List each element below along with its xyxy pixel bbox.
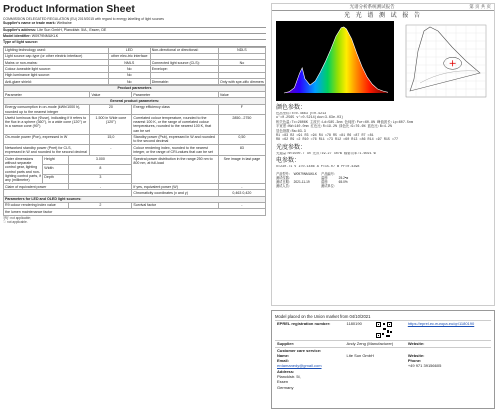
parameters-table — [3, 85, 266, 156]
electrical-section-title: 电参数： — [276, 158, 301, 165]
address-line: Germany — [277, 384, 294, 390]
dimensions-table — [3, 155, 266, 215]
test-info-table — [276, 172, 352, 189]
info-label: 温度: — [321, 175, 329, 180]
lumen-label: the lumen maintenance factor — [4, 209, 266, 215]
website2-label: Website: — [407, 352, 425, 358]
param-value: Only with spe-cific dimmers — [220, 79, 264, 84]
param-label: High luminance light source: — [4, 72, 109, 78]
table-row — [4, 115, 266, 134]
param-label: Correlated colour temperature, rounded to the nearest 100 K, or the range of correlated colour temperatures, rounded to the nearest 100 K, that can be set — [132, 115, 218, 134]
param-label: Mains or non-mains: — [4, 60, 109, 66]
email-link[interactable]: erdamanedy@gmail.com — [277, 363, 322, 369]
spectral-label: Spectral power distribution in the range 250 nm to 800 nm, at full-load — [132, 156, 218, 184]
table-row — [4, 145, 266, 156]
sheet-title: Product Information Sheet — [3, 3, 135, 15]
eprel-url-link[interactable]: https://eprel.ec.europa.eu/qr/1180190 — [407, 321, 475, 326]
param-label: On-mode power (Pon), expressed in W — [4, 134, 90, 145]
cie-locus — [410, 27, 480, 91]
param-label: Colour-tuneable light source: — [4, 66, 109, 72]
param-label: Energy efficiency class — [132, 104, 218, 115]
email-label: Email: — [277, 358, 290, 364]
col-header: Parameter — [4, 92, 90, 98]
table-row — [276, 184, 352, 188]
report-header — [272, 4, 494, 11]
eprel-reg-value: 1180190 — [346, 321, 362, 326]
eprel-table — [275, 320, 491, 390]
phone-value: +49 971 39156605 — [407, 363, 442, 369]
cri-value: 2 — [69, 202, 132, 208]
market-date-text: Model placed on the Union market from 04/10/2021 — [275, 314, 371, 319]
param-value: - — [90, 145, 132, 156]
general-header: General product parameters: — [4, 98, 266, 104]
param-line: U=230.71 V I=0.1486 A P=15.07 W PF=0.4398 — [276, 165, 360, 170]
param-label: Non-directional or directional: — [150, 47, 218, 53]
param-value: 2850...2750 — [218, 115, 265, 134]
height-label: Height — [43, 156, 69, 165]
claim-value: - — [69, 184, 132, 190]
param-value: F — [218, 104, 265, 115]
cri-label: R9 colour rendering index value — [4, 202, 69, 208]
param-label: Useful luminous flux (Φuse), indicating if it refers to the flux in a sphere (360°), in a wide cone (120°) or in a narrow cone (90°) — [4, 115, 90, 134]
info-value: W0979NMUKLK — [293, 171, 318, 176]
survival-label: Survival factor — [132, 202, 218, 208]
height-value: 3.000 — [69, 156, 132, 165]
chroma-label: Chromaticity coordinates (x and y) — [132, 190, 218, 196]
spectral-value: See image in last page — [218, 156, 265, 184]
info-value: 25.2℃ — [338, 175, 349, 180]
supplier-value: Weibaine — [56, 21, 72, 26]
eprel-reg-label: EPREL registration number: — [277, 321, 331, 326]
customer-care-label: Customer care service: — [277, 347, 322, 353]
report-header-center: 光谱分析系统测试报告 — [349, 4, 395, 9]
param-value: No — [218, 60, 265, 66]
param-line: 光通量:Φ=1500.7 lm 光效:19.27 lm/W 辐射功率:1.6021 W — [276, 151, 376, 156]
width-value: 8 — [69, 165, 132, 174]
model-label: Model identifier: — [3, 34, 31, 38]
photometric-section-title: 光度参数： — [276, 144, 307, 151]
param-value: other elec-tric interface — [108, 53, 150, 59]
param-label: Light source cap-type (or other electric interface) — [4, 53, 109, 59]
param-value: No — [108, 72, 150, 78]
param-line: 色品坐标:x=0.4663 y=0.4213 — [276, 112, 327, 116]
color-section-title: 颜色参数： — [276, 105, 307, 111]
info-label: 测试日期: — [276, 180, 290, 185]
product-params-header: Product parameters — [4, 85, 266, 91]
width-label: Width — [43, 165, 69, 174]
param-label: Networked standby power (Pnet) for CLS, expressed in W and rounded to the second decimal — [4, 145, 90, 156]
info-value — [294, 184, 321, 188]
param-line: 半宽度:HW=140.0nm 红色比:R=19.2% 绿色比:G=76.6% 蓝色比:B=4.2% — [276, 125, 392, 130]
param-line: 相关色温:Tc=2806K 主波长:Ld=585.3nm 色纯度:Pur=60.8% 峰值波长:Lp=607.5nm — [276, 120, 413, 125]
info-value: 65.0% — [338, 180, 348, 185]
type-table — [3, 47, 266, 86]
depth-value: 3 — [69, 174, 132, 183]
col-header: Parameter — [132, 92, 218, 98]
spectrum-chart — [276, 21, 394, 101]
param-label: Dimmable: — [150, 79, 218, 85]
info-value: 2021-11-19 — [293, 180, 310, 185]
name-label: Name: — [277, 352, 290, 358]
info-value — [339, 184, 353, 188]
equiv-label: If yes, equivalent power (W) — [132, 184, 218, 190]
cie-diagram — [400, 21, 490, 101]
regulation-text: COMMISSION DELEGATED REGULATION (EU) 2019/2015 with regard to energy labelling of light sources — [3, 17, 164, 21]
param-label: Energy consumption in on-mode (kWh/1000 h), rounded up to the nearest integer — [4, 104, 90, 115]
depth-label: Depth — [43, 174, 69, 183]
info-label: 测试单位: — [321, 184, 335, 189]
report-header-right: 第 页 共 页 — [469, 4, 491, 9]
param-label: Lighting technology used: — [4, 47, 109, 53]
equiv-value: - — [218, 184, 265, 190]
param-label: Colour rendering index, rounded to the nearest integer, or the range of CRI-values that can be set — [132, 145, 218, 156]
claim-label: Claim of equivalent power — [4, 184, 69, 190]
phone-label: Phone: — [407, 358, 422, 364]
report-title: 光 光 谱 测 试 报 告 — [343, 13, 422, 19]
param-value: No — [108, 79, 150, 85]
qr-code-icon[interactable] — [375, 321, 393, 339]
survival-value: - — [218, 202, 265, 208]
cie-grid — [406, 25, 486, 97]
address-line: Essen — [277, 379, 289, 385]
footnote: '-': not applicable. — [3, 219, 28, 224]
address-label: Supplier's address: — [3, 27, 37, 32]
address-label: Address: — [277, 368, 295, 374]
supplier-value: Andy Zeng (Manufacturer) — [346, 341, 394, 347]
param-line: R1 =83 R2 =91 R3 =94 R4 =78 R5 =81 R6 =87 R7 =81 — [276, 134, 374, 139]
report-charts — [272, 21, 494, 103]
info-label: 湿度: — [321, 180, 329, 185]
supplier-label: Supplier: — [277, 341, 295, 347]
param-label: Standby power (Psb), expressed in W and rounded to the second decimal — [132, 134, 218, 145]
param-label: Anti-glare shield: — [4, 79, 109, 85]
type-header: Type of light source: — [3, 40, 266, 46]
col-header: Value — [218, 92, 265, 98]
address-line: Plancklstr. 5l, — [277, 374, 301, 380]
website-label: Website: — [407, 341, 425, 347]
info-label: 产品编号: — [321, 171, 335, 176]
param-line: u'=0.2565 v'=0.5214(duv=3.63e-03) — [276, 116, 344, 121]
param-value: 0,50 — [218, 134, 265, 145]
param-value: NMLS — [108, 60, 150, 66]
col-header: Value — [90, 92, 132, 98]
param-value: No — [108, 66, 150, 72]
model-value: W0979NMUKLK — [31, 34, 59, 38]
param-value: 15,0 — [90, 134, 132, 145]
param-value: NDLS — [218, 47, 265, 53]
electrical-params — [272, 165, 494, 169]
name-value: Lite Sun GmbH — [346, 352, 374, 358]
table-row — [4, 134, 266, 145]
param-line: R8 =62 R9 =2 R10 =76 R11 =73 R12 =60 R13 =86 R14 =97 R15 =77 — [276, 138, 399, 143]
outer-dimensions-label: Outer dimensions without separate control gear, lighting control parts and non-lighting control parts, if any (millimetre) — [5, 156, 41, 183]
eprel-info — [271, 310, 495, 409]
photometric-params — [272, 152, 494, 156]
table-row — [4, 104, 266, 115]
color-params — [272, 112, 494, 143]
info-label: 测试人员: — [276, 184, 290, 189]
param-label: Connected light source (CLS): — [150, 60, 218, 66]
footnote: '(R)': not applicable; — [3, 215, 31, 220]
param-label: Envelope: — [150, 66, 218, 72]
param-value: 20 — [90, 104, 132, 115]
led-header: Parameters for LED and OLED light sources: — [4, 196, 266, 202]
param-value: LED — [108, 47, 150, 53]
param-line: 显色指数:Ra=83.3 — [276, 129, 306, 134]
supplier-label: Supplier's name or trade mark: — [3, 21, 56, 26]
info-label: 产品型号: — [276, 171, 290, 176]
param-value: 83 — [218, 145, 265, 156]
product-information-sheet — [3, 3, 266, 409]
chromaticity-point — [450, 60, 456, 66]
param-value: 1.500 in Wide cone (120°) — [90, 115, 132, 134]
info-label: 测试仪器: — [276, 175, 290, 180]
spectral-test-report — [271, 3, 495, 306]
address-value: Lite Sun GmbH, Plancklstr. 5/A , Essen, DE — [37, 27, 107, 32]
chroma-value: 0,463 0,420 — [218, 190, 265, 196]
